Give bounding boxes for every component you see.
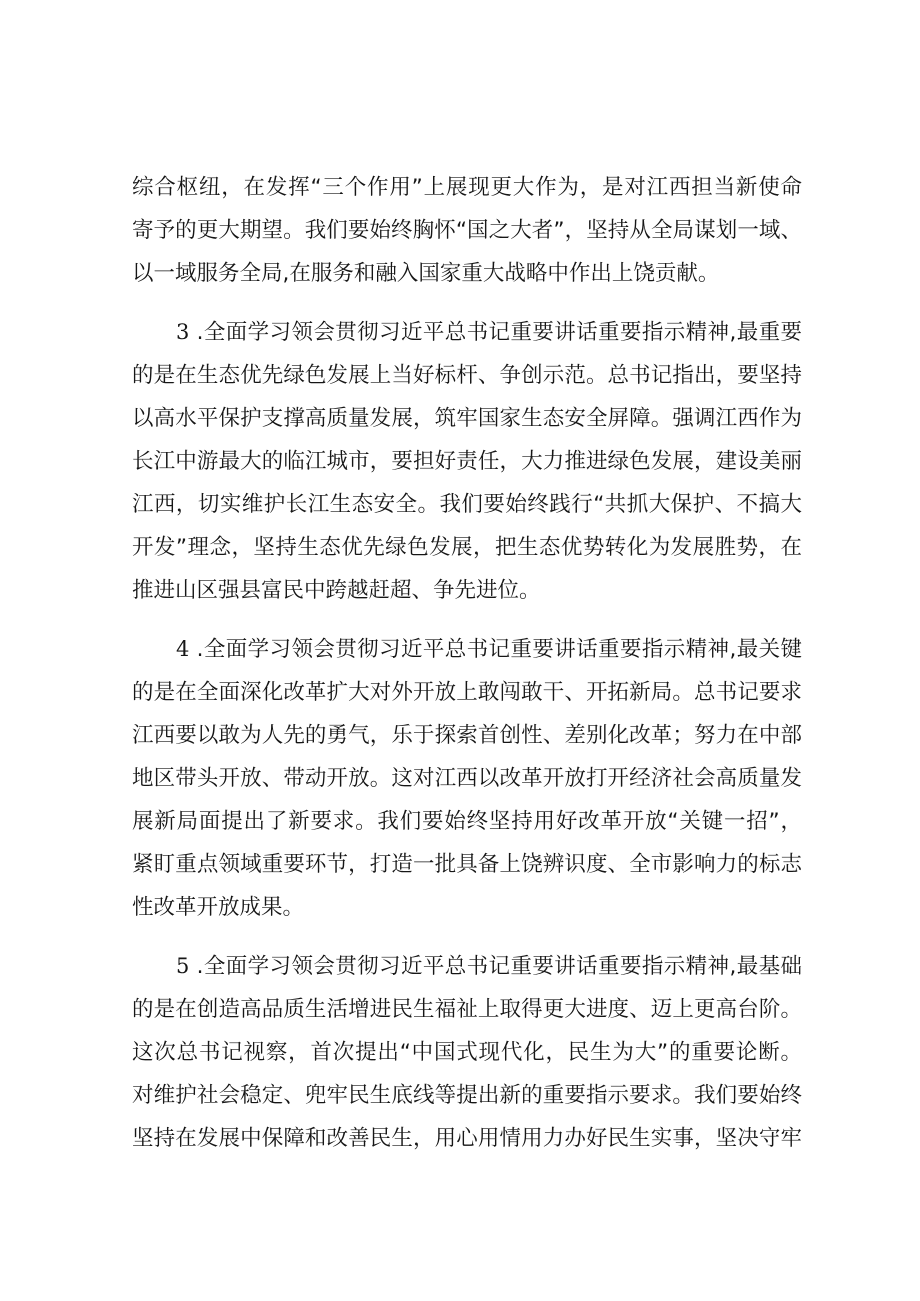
text-line: .全面学习领会贯彻习近平总书记重要讲话重要指示精神,最基础 (189, 954, 802, 979)
text-line: 江西，切实维护长江生态安全。我们要始终践行“共抓大保护、不搞大 (132, 492, 802, 517)
document-body (132, 166, 802, 1160)
text-line: 展新局面提出了新要求。我们要始终坚持用好改革开放“关键一招”， (132, 809, 802, 834)
text-line: 以一域服务全局,在服务和融入国家重大战略中作出上饶贡献。 (132, 261, 720, 286)
text-line: 性改革开放成果。 (132, 895, 305, 920)
text-line: 坚持在发展中保障和改善民生，用心用情用力办好民生实事，坚决守牢 (132, 1126, 802, 1151)
text-line: 的是在创造高品质生活增进民生福祉上取得更大进度、迈上更高台阶。 (132, 997, 802, 1022)
text-line: 对维护社会稳定、兜牢民生底线等提出新的重要指示要求。我们要始终 (132, 1083, 802, 1108)
text-line: 江西要以敢为人先的勇气，乐于探索首创性、差别化改革；努力在中部 (132, 723, 802, 748)
paragraph-number: 4 (176, 637, 190, 661)
paragraph-first-line (132, 945, 802, 988)
text-line: 紧盯重点领域重要环节，打造一批具备上饶辨识度、全市影响力的标志 (132, 852, 802, 877)
text-line: 寄予的更大期望。我们要始终胸怀“国之大者”，坚持从全局谋划一域、 (132, 218, 802, 243)
paragraph-first-line (132, 628, 802, 671)
text-line: 综合枢纽，在发挥“三个作用”上展现更大作为，是对江西担当新使命 (132, 175, 802, 200)
text-line: 长江中游最大的临江城市，要担好责任，大力推进绿色发展，建设美丽 (132, 449, 802, 474)
paragraph-number: 5 (176, 954, 190, 978)
text-line: .全面学习领会贯彻习近平总书记重要讲话重要指示精神,最重要 (189, 320, 802, 345)
text-line: 以高水平保护支撑高质量发展，筑牢国家生态安全屏障。强调江西作为 (132, 406, 802, 431)
paragraph-first-line (132, 311, 802, 354)
text-line: 的是在全面深化改革扩大对外开放上敢闯敢干、开拓新局。总书记要求 (132, 680, 802, 705)
paragraph-number: 3 (176, 320, 190, 344)
text-line: .全面学习领会贯彻习近平总书记重要讲话重要指示精神,最关键 (189, 637, 802, 662)
paragraph-5 (132, 945, 802, 1160)
text-line: 推进山区强县富民中跨越赶超、争先进位。 (132, 578, 541, 603)
paragraph-3 (132, 311, 802, 612)
text-line: 的是在生态优先绿色发展上当好标杆、争创示范。总书记指出，要坚持 (132, 363, 802, 388)
text-line: 地区带头开放、带动开放。这对江西以改革开放打开经济社会高质量发 (132, 766, 802, 791)
text-line: 开发”理念，坚持生态优先绿色发展，把生态优势转化为发展胜势，在 (132, 535, 802, 560)
paragraph-continuation (132, 166, 802, 295)
text-line: 这次总书记视察，首次提出“中国式现代化，民生为大”的重要论断。 (132, 1040, 802, 1065)
paragraph-4 (132, 628, 802, 929)
